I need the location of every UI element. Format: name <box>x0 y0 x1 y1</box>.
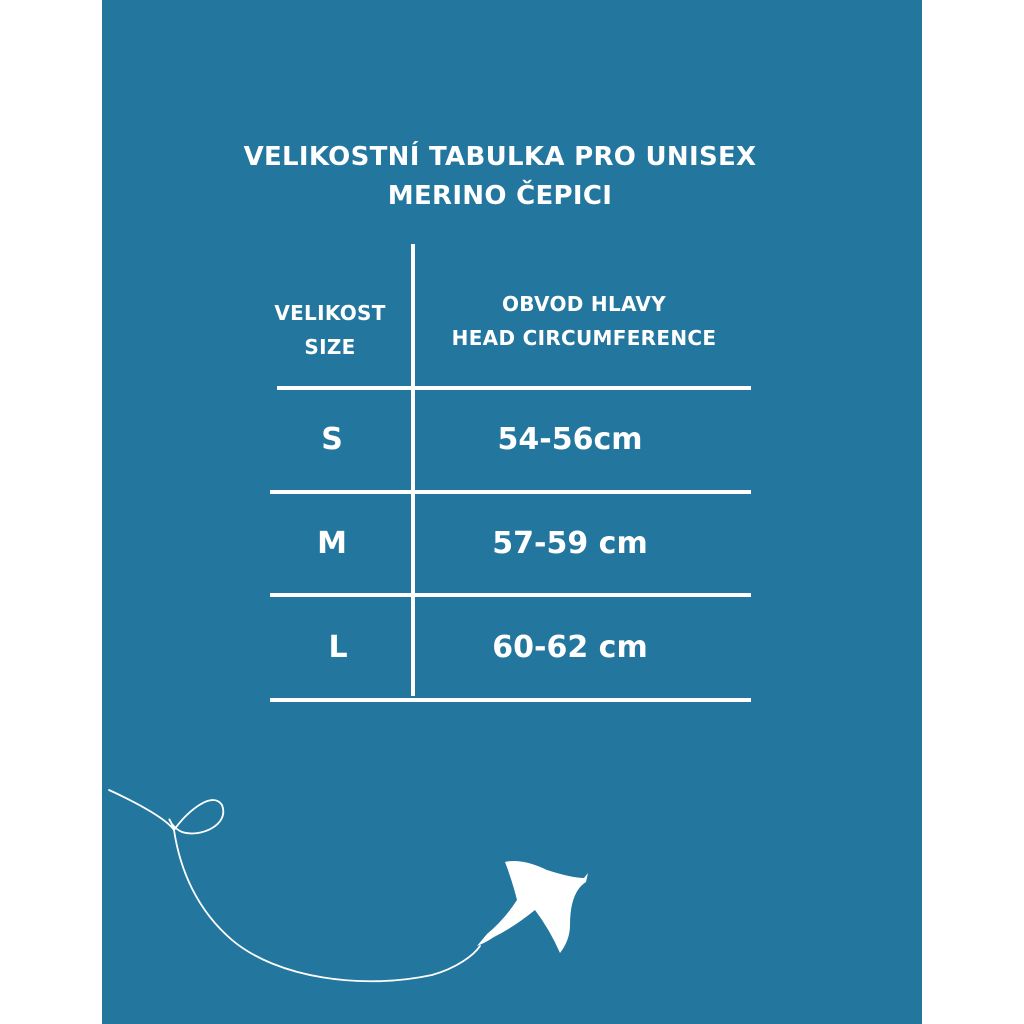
table-row-circumference-l: 60-62 cm <box>492 630 648 665</box>
size-chart-panel <box>102 0 922 1024</box>
table-row-size-l: L <box>328 630 348 665</box>
loop-trail-line <box>109 790 480 981</box>
column-header-circumference-cz: OBVOD HLAVY <box>502 292 666 316</box>
table-row-size-m: M <box>317 526 347 561</box>
table-row-circumference-s: 54-56cm <box>497 422 643 457</box>
paper-plane-icon <box>477 861 588 953</box>
column-header-circumference-en: HEAD CIRCUMFERENCE <box>451 326 717 350</box>
table-row-circumference-m: 57-59 cm <box>492 526 648 561</box>
column-header-size-cz: VELIKOST <box>274 301 386 325</box>
table-row-size-s: S <box>321 422 343 457</box>
column-header-size-en: SIZE <box>304 335 356 359</box>
title-line-1: VELIKOSTNÍ TABULKA PRO UNISEX <box>243 142 757 172</box>
title-line-2: MERINO ČEPICI <box>387 181 613 211</box>
decoration-graphic <box>102 0 922 1024</box>
